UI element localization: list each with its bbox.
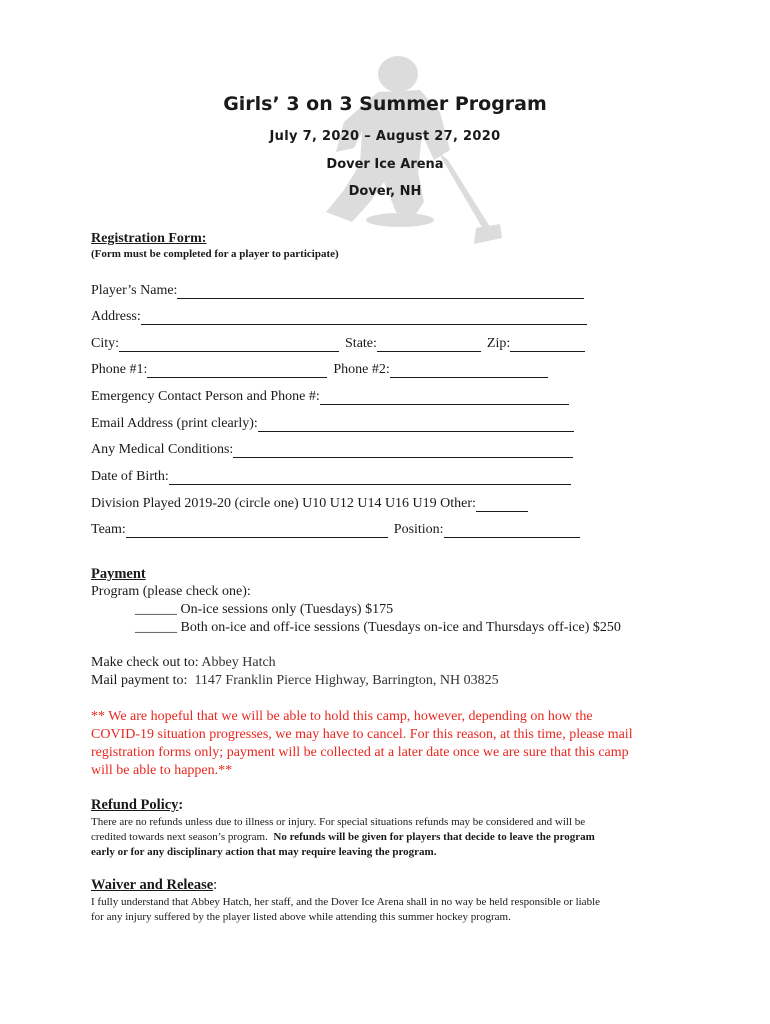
covid-notice-line4: will be able to happen.**: [91, 763, 233, 778]
email-row: [91, 414, 574, 432]
team-position-row: [91, 520, 580, 538]
team-label: Team:: [91, 522, 126, 537]
waiver-line1: I fully understand that Abbey Hatch, her staff, and the Dover Ice Arena shall in no way be held responsible or liable: [91, 896, 601, 908]
player-name-field[interactable]: [177, 284, 584, 299]
position-field[interactable]: [444, 523, 580, 538]
refund-heading-line: [91, 797, 183, 814]
payment-option-on-ice[interactable]: ______ On-ice sessions only (Tuesdays) $175: [135, 602, 394, 617]
dob-row: [91, 467, 571, 485]
page-title: Girls’ 3 on 3 Summer Program: [223, 93, 547, 115]
waiver-heading-colon: :: [213, 877, 218, 893]
covid-notice-line1: ** We are hopeful that we will be able to hold this camp, however, depending on how the: [91, 709, 593, 724]
emergency-label: Emergency Contact Person and Phone #:: [91, 389, 320, 404]
refund-heading-colon: :: [178, 797, 184, 813]
check-payable-label: Make check out to:: [91, 655, 202, 670]
zip-label: Zip:: [486, 336, 511, 351]
refund-line3: early or for any disciplinary action that may require leaving the program.: [91, 846, 437, 858]
arena-location: Dover, NH: [348, 184, 422, 199]
division-row: [91, 494, 528, 512]
program-label: Program (please check one):: [91, 584, 251, 599]
city-state-zip-row: [91, 334, 585, 352]
phone-row: [91, 360, 548, 378]
registration-heading: Registration Form:: [91, 231, 207, 246]
address-row: [91, 307, 587, 325]
medical-row: [91, 440, 573, 458]
phone2-label: Phone #2:: [333, 362, 390, 377]
player-name-label: Player’s Name:: [91, 283, 178, 298]
hockey-player-silhouette-icon: [300, 52, 510, 257]
city-label: City:: [91, 336, 120, 351]
dob-field[interactable]: [169, 470, 571, 485]
waiver-line2: for any injury suffered by the player listed above while attending this summer hockey program.: [91, 911, 511, 923]
refund-line1: There are no refunds unless due to illness or injury. For special situations refunds may be considered and will be: [91, 816, 586, 828]
address-field[interactable]: [141, 310, 587, 325]
check-payable-line: [91, 655, 276, 671]
division-label: Division Played 2019-20 (circle one) U10 U12 U14 U16 U19 Other:: [91, 496, 476, 511]
refund-line2-bold: No refunds will be given for players that decide to leave the program: [273, 831, 595, 843]
city-field[interactable]: [119, 337, 339, 352]
zip-field[interactable]: [510, 337, 585, 352]
program-dates: July 7, 2020 – August 27, 2020: [269, 129, 501, 144]
team-field[interactable]: [126, 523, 388, 538]
waiver-heading: Waiver and Release: [91, 877, 214, 893]
payment-heading: Payment: [91, 566, 146, 582]
division-other-field[interactable]: [476, 497, 528, 512]
state-field[interactable]: [377, 337, 481, 352]
phone1-field[interactable]: [147, 363, 327, 378]
mail-payment-address: 1147 Franklin Pierce Highway, Barrington, NH 03825: [194, 673, 499, 688]
arena-name: Dover Ice Arena: [326, 157, 444, 172]
phone1-label: Phone #1:: [91, 362, 148, 377]
emergency-field[interactable]: [320, 390, 569, 405]
emergency-row: [91, 387, 569, 405]
dob-label: Date of Birth:: [91, 469, 169, 484]
position-label: Position:: [393, 522, 444, 537]
player-name-row: [91, 281, 584, 299]
medical-field[interactable]: [233, 443, 573, 458]
waiver-heading-line: [91, 877, 217, 894]
mail-payment-label: Mail payment to:: [91, 673, 195, 688]
check-payable-name: Abbey Hatch: [201, 655, 276, 670]
phone2-field[interactable]: [390, 363, 548, 378]
mail-payment-line: [91, 673, 499, 689]
address-label: Address:: [91, 309, 141, 324]
refund-line2-text: credited towards next season’s program.: [91, 831, 274, 843]
covid-notice-line2: COVID-19 situation progresses, we may have to cancel. For this reason, at this time, please mail: [91, 727, 633, 742]
covid-notice-line3: registration forms only; payment will be collected at a later date once we are sure that this camp: [91, 745, 629, 760]
payment-option-both[interactable]: ______ Both on-ice and off-ice sessions (Tuesdays on-ice and Thursdays off-ice) $250: [135, 620, 621, 635]
email-label: Email Address (print clearly):: [91, 416, 258, 431]
registration-note: (Form must be completed for a player to participate): [91, 248, 339, 260]
refund-heading: Refund Policy: [91, 797, 179, 813]
state-label: State:: [345, 336, 377, 351]
refund-line2: [91, 830, 595, 846]
medical-label: Any Medical Conditions:: [91, 442, 234, 457]
email-field[interactable]: [258, 417, 574, 432]
